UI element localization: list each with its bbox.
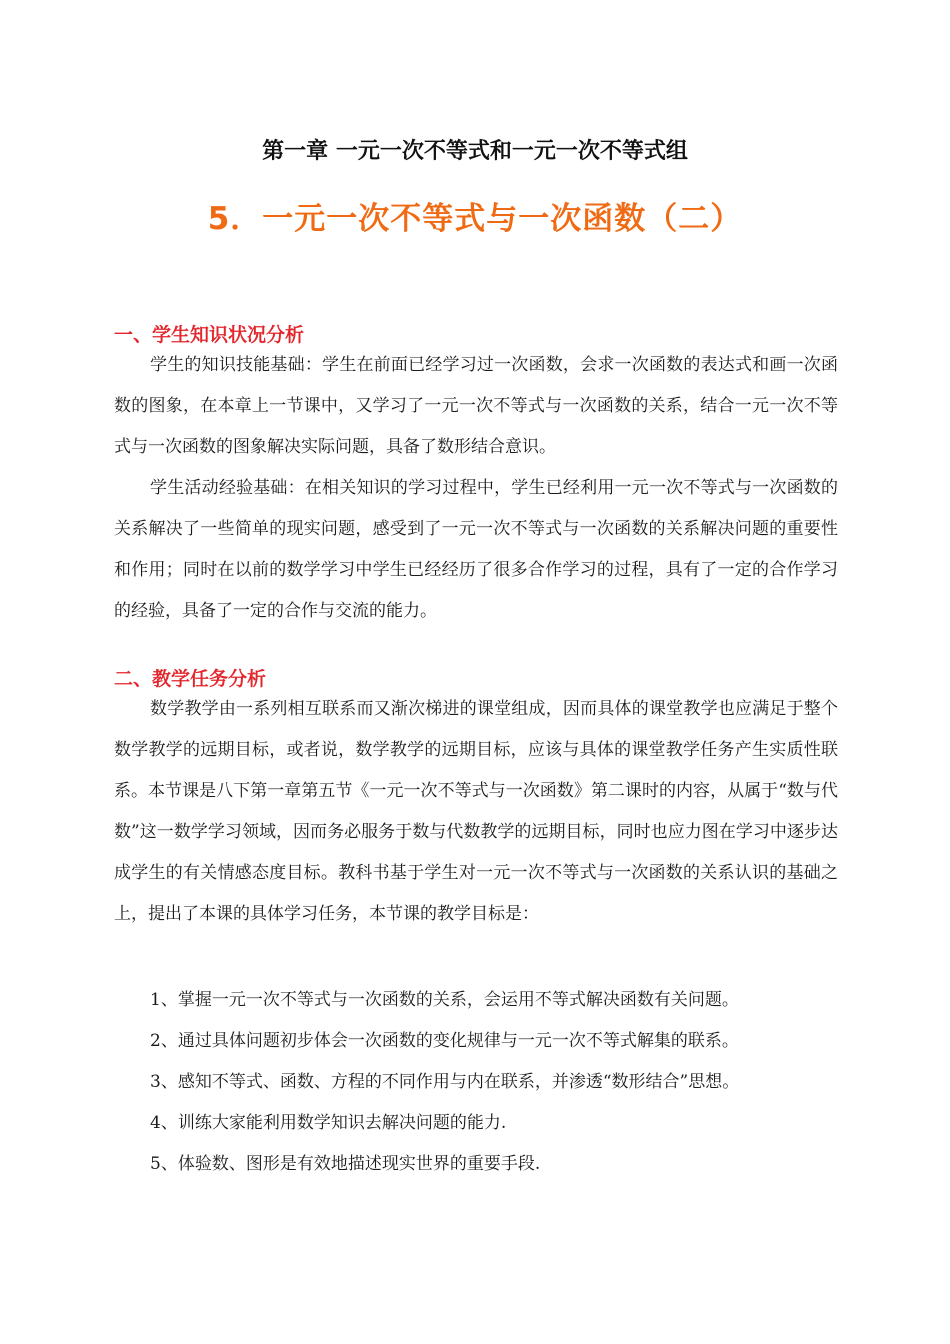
goal-item-5: 5、体验数、图形是有效地描述现实世界的重要手段. [150, 1154, 541, 1174]
goal-item-4: 4、训练大家能利用数学知识去解决问题的能力. [150, 1113, 507, 1133]
goal-item-2: 2、通过具体问题初步体会一次函数的变化规律与一元一次不等式解集的联系。 [150, 1031, 739, 1051]
section-2-title: 二、教学任务分析 [114, 668, 267, 690]
section-2-paragraph: 数学教学由一系列相互联系而又渐次梯进的课堂组成，因而具体的课堂教学也应满足于整个数学教学的远期目标，或者说，数学教学的远期目标，应该与具体的课堂教学任务产生实质性联系。本节课是八下第一章第五节《一元一次不等式与一次函数》第二课时的内容，从属于“数与代数”这一数学学习领域，因而务必服务于数与代数教学的远期目标，同时也应力图在学习中逐步达成学生的有关情感态度目标。教科书基于学生对一元一次不等式与一次函数的关系认识的基础之上，提出了本课的具体学习任务，本节课的教学目标是： [114, 699, 838, 924]
section-1-title: 一、学生知识状况分析 [114, 324, 305, 346]
chapter-title: 第一章 一元一次不等式和一元一次不等式组 [262, 139, 688, 164]
goal-item-3: 3、感知不等式、函数、方程的不同作用与内在联系，并渗透“数形结合”思想。 [150, 1072, 740, 1092]
section-1-paragraph-1: 学生的知识技能基础：学生在前面已经学习过一次函数，会求一次函数的表达式和画一次函数的图象，在本章上一节课中，又学习了一元一次不等式与一次函数的关系，结合一元一次不等式与一次函数的图象解决实际问题，具备了数形结合意识。 [114, 355, 838, 457]
lesson-title: 5．一元一次不等式与一次函数（二） [207, 201, 743, 237]
section-1-paragraph-2: 学生活动经验基础：在相关知识的学习过程中，学生已经利用一元一次不等式与一次函数的关系解决了一些简单的现实问题，感受到了一元一次不等式与一次函数的关系解决问题的重要性和作用；同时在以前的数学学习中学生已经经历了很多合作学习的过程，具有了一定的合作学习的经验，具备了一定的合作与交流的能力。 [114, 478, 838, 621]
goal-item-1: 1、掌握一元一次不等式与一次函数的关系，会运用不等式解决函数有关问题。 [150, 990, 739, 1010]
